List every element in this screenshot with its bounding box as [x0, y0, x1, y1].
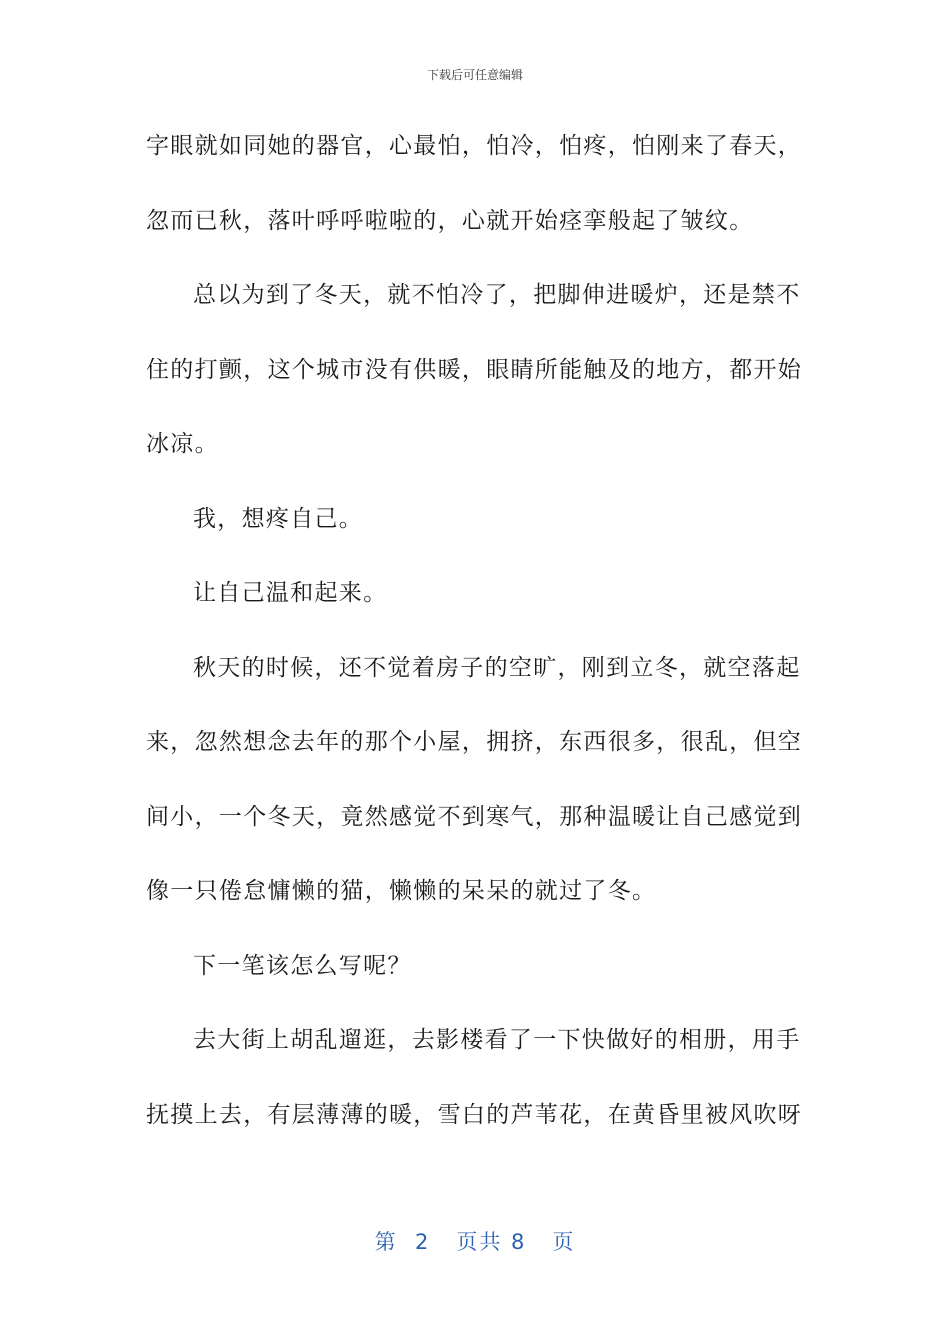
text-line: 忽而已秋，落叶呼呼啦啦的，心就开始痉挛般起了皱纹。 — [146, 207, 754, 234]
text-line: 来，忽然想念去年的那个小屋，拥挤，东西很多，很乱，但空 — [146, 729, 803, 755]
text-line: 间小，一个冬天，竟然感觉不到寒气，那种温暖让自己感觉到 — [146, 803, 803, 830]
text-line: 抚摸上去，有层薄薄的暖，雪白的芦苇花，在黄昏里被风吹呀 — [146, 1101, 803, 1128]
text-line: 去大街上胡乱遛逛，去影楼看了一下快做好的相册，用手 — [193, 1027, 801, 1053]
document-body — [146, 120, 803, 1163]
page-number-footer: 第 2 页共 8 页 — [374, 1230, 576, 1254]
text-line: 总以为到了冬天，就不怕冷了，把脚伸进暖炉，还是禁不 — [193, 282, 801, 308]
text-line: 住的打颤，这个城市没有供暖，眼睛所能触及的地方，都开始 — [146, 356, 803, 383]
text-line: 秋天的时候，还不觉着房子的空旷，刚到立冬，就空落起 — [193, 654, 801, 681]
text-line: 让自己温和起来。 — [193, 580, 388, 606]
text-line: 我，想疼自己。 — [193, 505, 364, 532]
text-line: 冰凉。 — [146, 431, 219, 457]
text-line: 字眼就如同她的器官，心最怕，怕冷，怕疼，怕刚来了春天， — [146, 133, 803, 159]
text-line: 下一笔该怎么写呢？ — [193, 952, 412, 979]
text-line: 像一只倦怠慵懒的猫，懒懒的呆呆的就过了冬。 — [146, 878, 657, 904]
page-header: 下载后可任意编辑 — [426, 68, 523, 82]
